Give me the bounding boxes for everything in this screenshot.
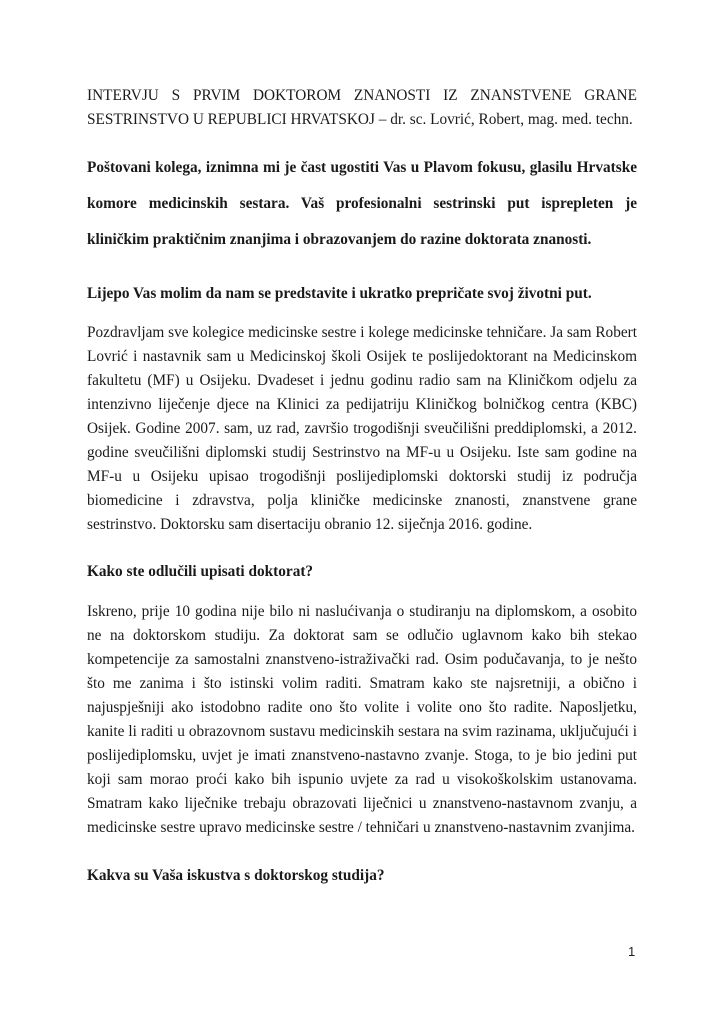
page-number: 1	[628, 944, 636, 959]
question-heading: Lijepo Vas molim da nam se predstavite i ukratko prepričate svoj životni put.	[87, 285, 592, 302]
answer-paragraph: Iskreno, prije 10 godina nije bilo ni naslućivanja o studiranju na diplomskom, a osobito ne na doktorskom studiju. Za doktorat sam se odlučio uglavnom kako bih stekao kompetencije za samostalni znanstveno-istraživački rad. Osim podučavanja, to je nešto što me zanima i što istinski volim raditi. Smatram kako ste najsretniji, a obično i najuspješniji ako istodobno radite ono što volite i volite ono što radite. Naposljetku, kanite li raditi u obrazovnom sustavu medicinskih sestara na svim razinama, uključujući i poslijediplomsku, uvjet je imati znanstveno-nastavno zvanje. Stoga, to je bio jedini put koji sam morao proći kako bih ispunio uvjete za rad u visokoškolskim ustanovama. Smatram kako liječnike trebaju obrazovati liječnici u znanstveno-nastavnom zvanju, a medicinske sestre upravo medicinske sestre / tehničari u znanstveno-nastavnim zvanjima.	[87, 603, 637, 836]
question-heading: Kako ste odlučili upisati doktorat?	[87, 563, 314, 580]
answer-paragraph: Pozdravljam sve kolegice medicinske sestre i kolege medicinske tehničare. Ja sam Robert Lovrić i nastavnik sam u Medicinskoj školi Osijek te poslijedoktorant na Medicinskom fakultetu (MF) u Osijeku. Dvadeset i jednu godinu radio sam na Kliničkom odjelu za intenzivno liječenje djece na Klinici za pedijatriju Kliničkog bolničkog centra (KBC) Osijek. Godine 2007. sam, uz rad, završio trogodišnji sveučilišni preddiplomski, a 2012. godine sveučilišni diplomski studij Sestrinstvo na MF-u u Osijeku. Iste sam godine na MF-u u Osijeku upisao trogodišnji poslijediplomski doktorski studij iz područja biomedicine i zdravstva, polja kliničke medicinske znanosti, znanstvene grane sestrinstvo. Doktorsku sam disertaciju obranio 12. siječnja 2016. godine.	[87, 324, 637, 533]
intro-paragraph: Poštovani kolega, iznimna mi je čast ugostiti Vas u Plavom fokusu, glasilu Hrvatske komore medicinskih sestara. Vaš profesionalni sestrinski put isprepleten je kliničkim praktičnim znanjima i obrazovanjem do razine doktorata znanosti.	[87, 159, 637, 248]
question-heading: Kakva su Vaša iskustva s doktorskog studija?	[87, 867, 385, 884]
document-title: INTERVJU S PRVIM DOKTOROM ZNANOSTI IZ ZNANSTVENE GRANE SESTRINSTVO U REPUBLICI HRVATSKOJ – dr. sc. Lovrić, Robert, mag. med. techn.	[87, 87, 637, 128]
document-body	[87, 84, 637, 888]
